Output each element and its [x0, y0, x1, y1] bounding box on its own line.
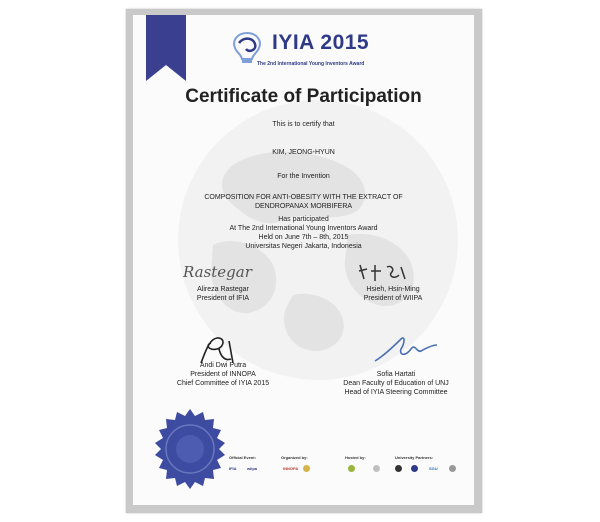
signatory-1-title: President of IFIA: [196, 295, 250, 302]
logo-title: IYIA 2015: [272, 31, 370, 54]
signature-hartati: [371, 333, 441, 367]
wiipa-logo: wiipa: [247, 466, 258, 471]
bulb-logo-icon: [227, 29, 267, 65]
event-line: At The 2nd International Young Inventors Award: [229, 225, 378, 232]
certify-line: This is to certify that: [272, 121, 335, 128]
certificate-paper: [133, 15, 474, 505]
signatory-2-name: Hsieh, Hsin-Ming: [366, 286, 420, 293]
ifia-logo: IFIA: [229, 466, 237, 471]
signature-rastegar: Rastegar: [183, 263, 252, 281]
dates-line: Held on June 7th – 8th, 2015: [258, 234, 349, 241]
signatory-3-name: Andi Dwi Putra: [199, 362, 247, 369]
official-seal-icon: [149, 408, 231, 490]
partner-3-emblem-icon: [411, 465, 418, 472]
innopa-logo: INNOPA: [283, 466, 299, 471]
certificate-heading: Certificate of Participation: [185, 86, 422, 107]
official-event-label: Official Event:: [229, 455, 256, 460]
sgu-logo: SGU: [429, 466, 438, 471]
partner-2-emblem-icon: [395, 465, 402, 472]
logo-subtitle: The 2nd International Young Inventors Award: [257, 61, 365, 67]
participated-line: Has participated: [278, 216, 329, 223]
signatory-2-title: President of WIIPA: [363, 295, 423, 302]
host-emblem-icon: [348, 465, 355, 472]
signatory-3-title2: Chief Committee of IYIA 2015: [176, 380, 270, 387]
signatory-1-name: Alireza Rastegar: [197, 286, 249, 293]
organizer-emblem-icon: [303, 465, 310, 472]
signatory-3: [163, 361, 283, 388]
partner-1-emblem-icon: [373, 465, 380, 472]
signature-hsieh: [355, 261, 415, 285]
ribbon-notch: [146, 65, 186, 81]
signatory-4-title1: Dean Faculty of Education of UNJ: [343, 380, 449, 387]
university-partners-label: University Partners:: [395, 455, 434, 460]
venue-line: Universitas Negeri Jakarta, Indonesia: [245, 243, 362, 250]
signatory-3-title1: President of INNOPA: [190, 371, 256, 378]
hosted-by-label: Hosted by:: [345, 455, 366, 460]
signatory-4-name: Sofia Hartati: [376, 371, 416, 378]
signatory-2: [333, 285, 453, 303]
recipient-name: KIM, JEONG-HYUN: [272, 149, 335, 156]
signatory-4-title2: Head of IYIA Steering Committee: [344, 389, 448, 396]
partner-4-emblem-icon: [449, 465, 456, 472]
invention-intro: For the Invention: [277, 173, 330, 180]
invention-title-line1: COMPOSITION FOR ANTI-OBESITY WITH THE EXTRACT OF: [204, 194, 403, 201]
organized-by-label: Organized by:: [281, 455, 308, 460]
signatory-1: [163, 285, 283, 303]
invention-title-line2: DENDROPANAX MORBIFERA: [254, 203, 353, 210]
signatory-4: [321, 370, 471, 397]
